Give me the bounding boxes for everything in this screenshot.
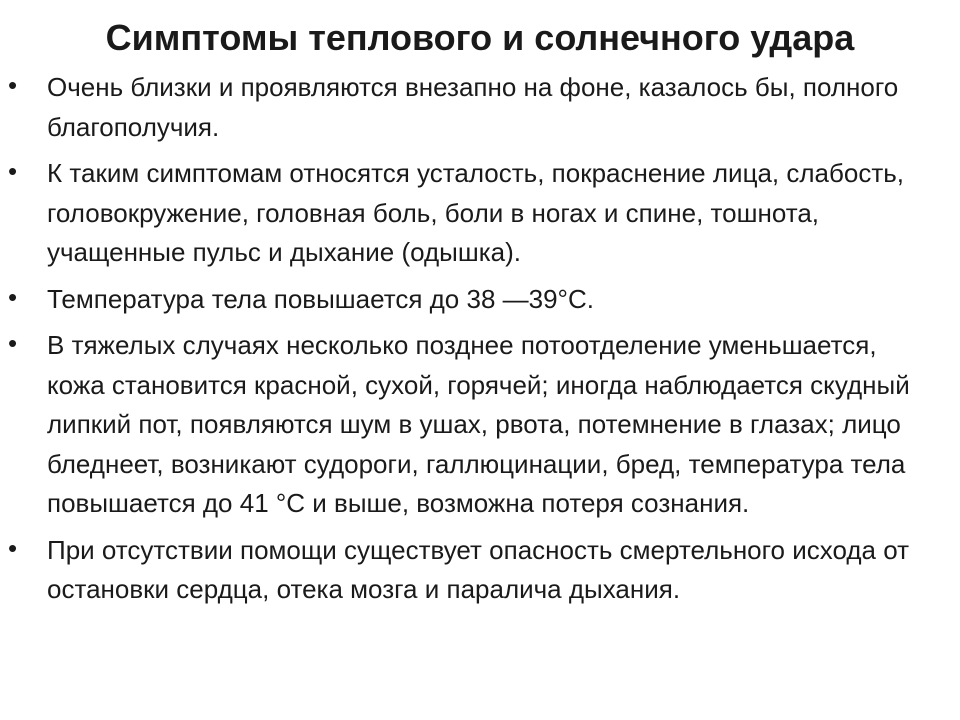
bullet-text: В тяжелых случаях несколько позднее потоотделение уменьшается, кожа становится красной, сухой, горячей; иногда наблюдается скудный липкий пот, появляются шум в ушах, рвота, потемнение в глазах; лицо бледнеет, возникают судороги, галлюцинации, бред, температура тела повышается до 41 °С и выше, возможна потеря сознания. — [47, 330, 910, 518]
bullet-item — [0, 280, 960, 320]
bullet-item — [0, 68, 960, 147]
bullet-dot-icon: • — [8, 70, 18, 100]
bullet-text: Температура тела повышается до 38 —39°С. — [47, 283, 594, 314]
bullet-text: Очень близки и проявляются внезапно на фоне, казалось бы, полного благополучия. — [47, 72, 899, 142]
bullet-dot-icon: • — [8, 281, 18, 312]
slide-title: Симптомы теплового и солнечного удара — [105, 17, 855, 58]
bullet-text: К таким симптомам относятся усталость, покраснение лица, слабость, головокружение, головная боль, боли в ногах и спине, тошнота, учащенные пульс и дыхание (одышка). — [47, 158, 905, 267]
bullet-dot-icon: • — [8, 328, 18, 358]
bullet-item — [0, 326, 960, 524]
bullet-dot-icon: • — [8, 156, 18, 186]
bullet-item — [0, 154, 960, 273]
bullet-list — [0, 68, 960, 617]
bullet-text: При отсутствии помощи существует опасность смертельного исхода от остановки сердца, отека мозга и паралича дыхания. — [47, 534, 909, 604]
bullet-dot-icon: • — [8, 532, 18, 563]
bullet-item — [0, 531, 960, 610]
